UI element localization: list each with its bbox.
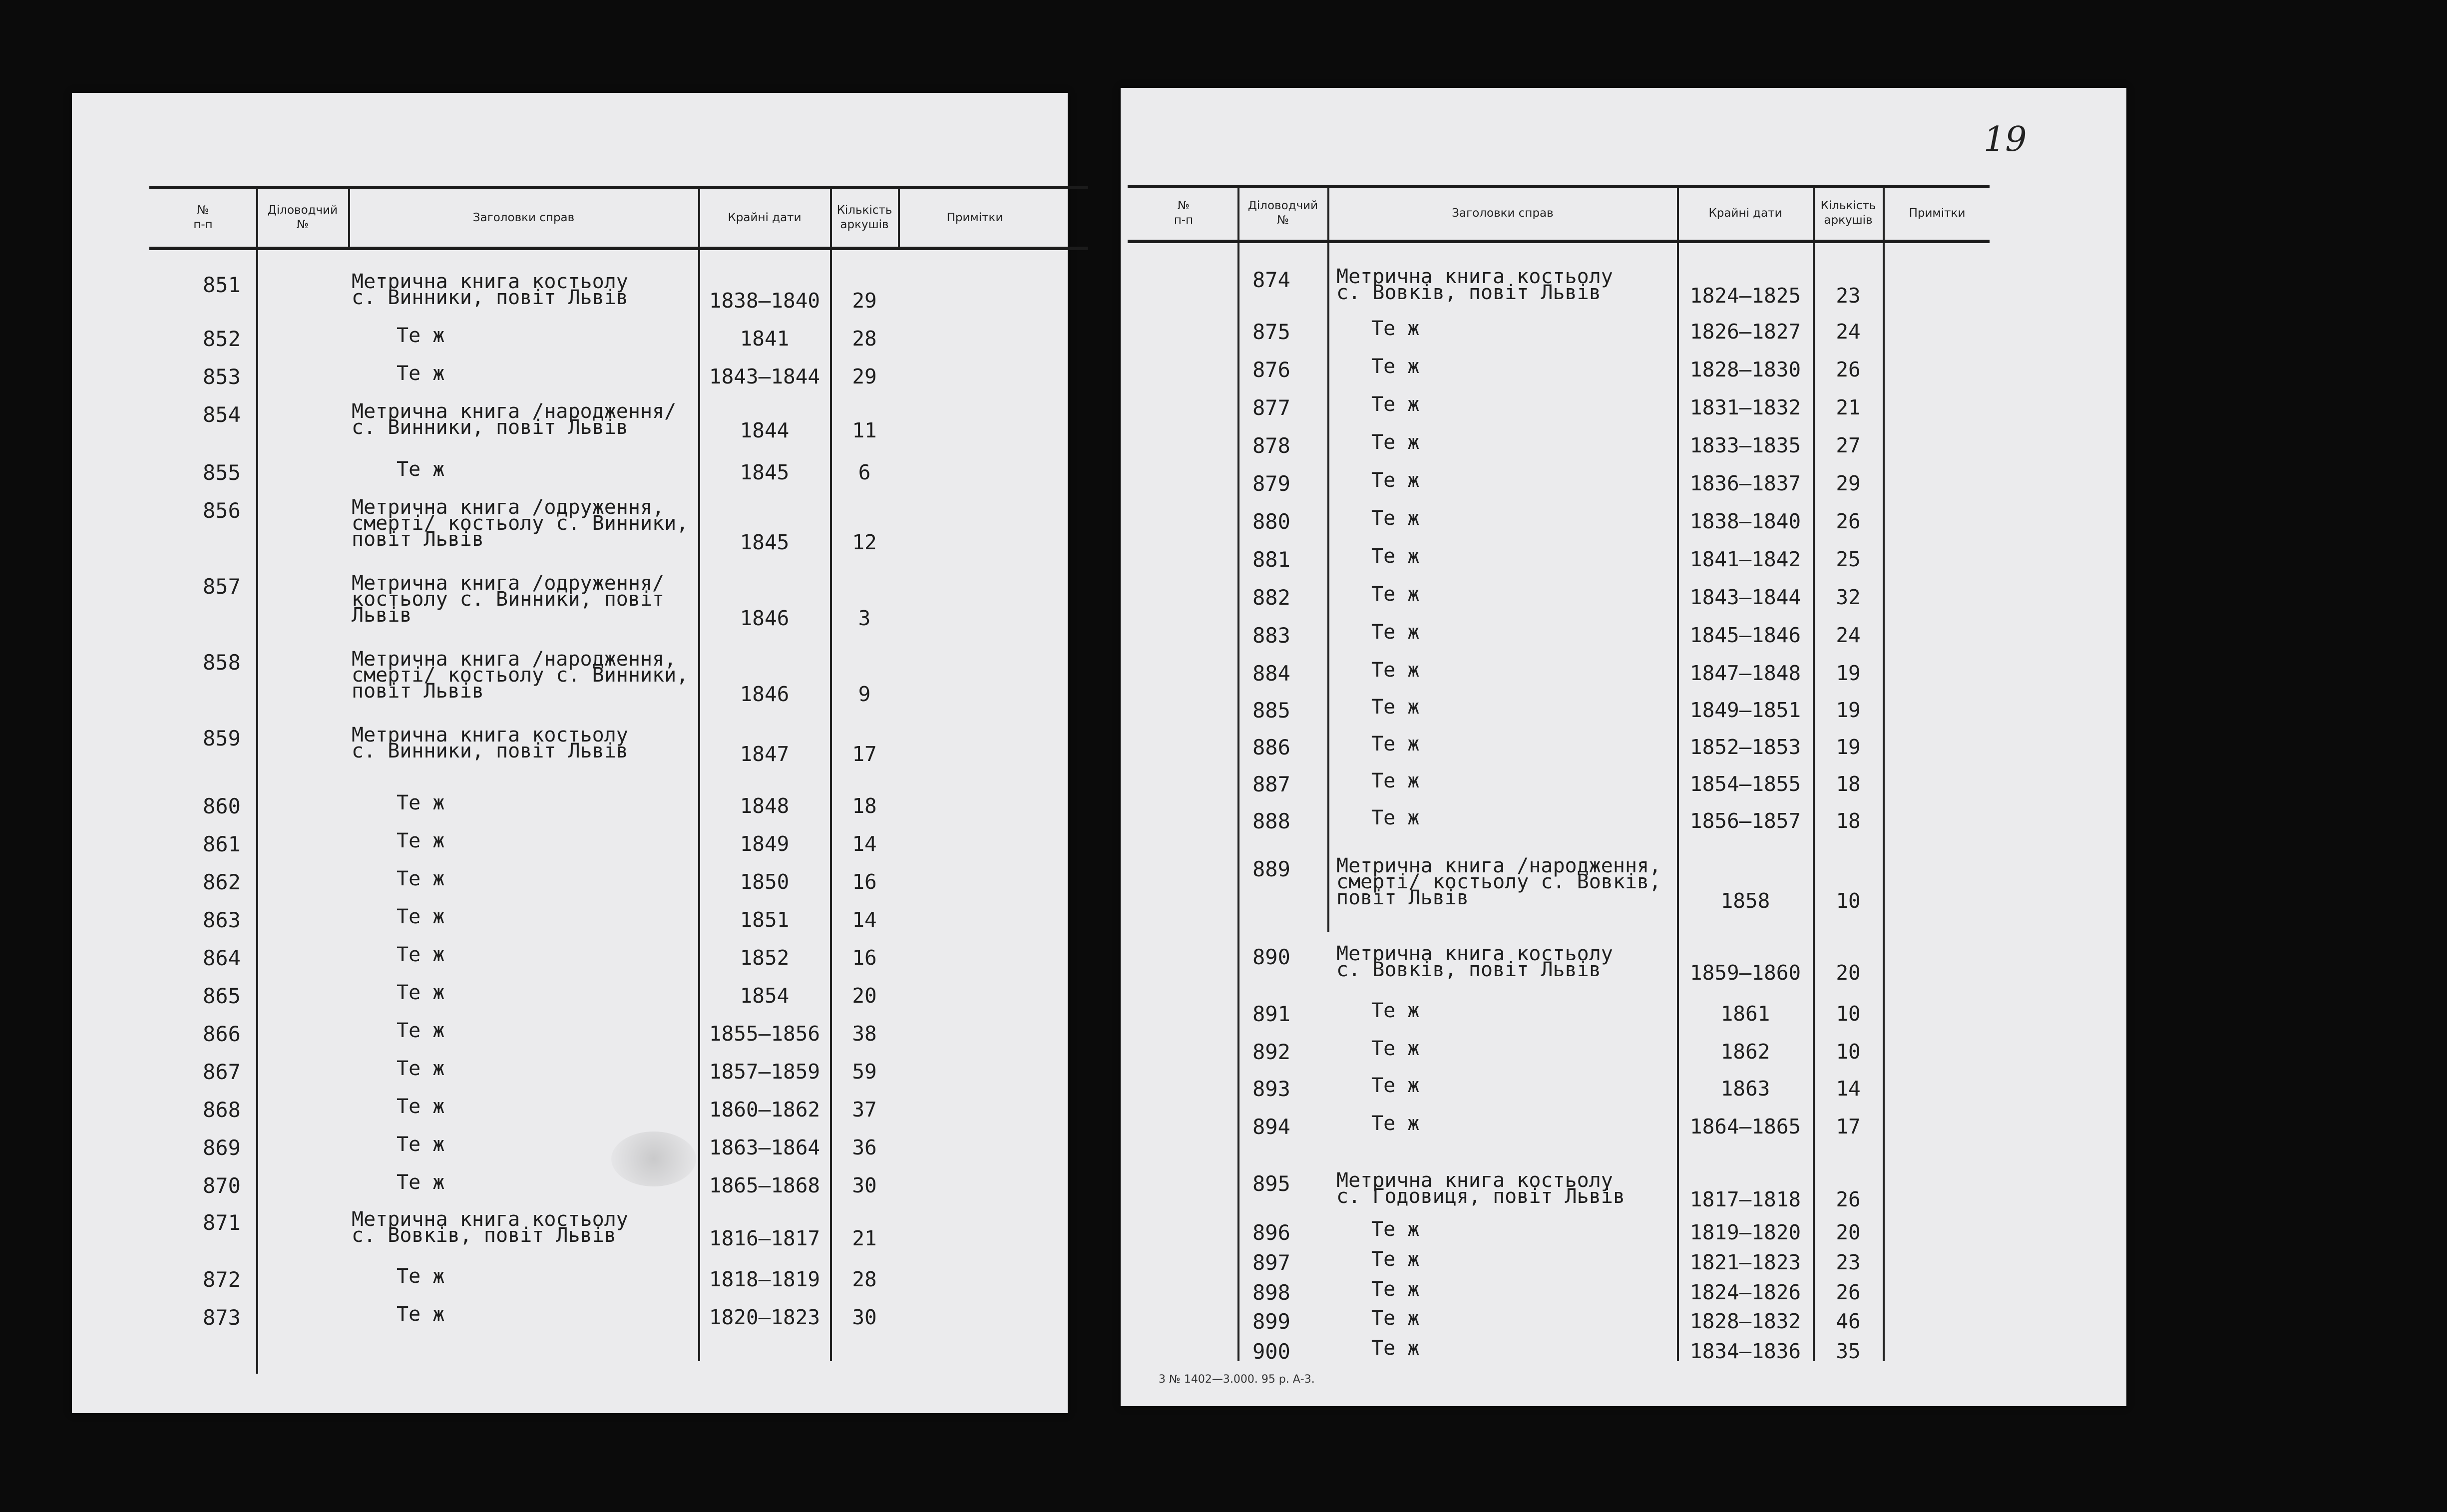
case-title: Те ж: [1371, 393, 1420, 416]
date-range: 1818–1819: [709, 1267, 820, 1291]
date-range: 1856–1857: [1689, 809, 1801, 833]
sheet-count: 17: [1836, 1115, 1861, 1138]
case-title: Те ж: [397, 1095, 445, 1118]
sheet-count: 19: [1836, 735, 1861, 759]
date-range: 1844: [740, 418, 790, 442]
date-range: 1855–1856: [709, 1022, 820, 1046]
row-number: 858: [203, 650, 241, 675]
row-number: 871: [203, 1210, 241, 1235]
row-number: 884: [1252, 661, 1290, 686]
sheet-count: 18: [1836, 772, 1861, 796]
date-range: 1836–1837: [1689, 471, 1801, 495]
row-number: 865: [203, 984, 241, 1008]
sheet-count: 14: [852, 832, 877, 856]
row-number: 855: [203, 460, 241, 485]
date-range: 1859–1860: [1689, 961, 1801, 985]
case-title: Те ж: [397, 905, 445, 928]
sheet-count: 30: [852, 1305, 877, 1329]
case-title: Те ж: [397, 1057, 445, 1080]
row-number: 899: [1252, 1309, 1290, 1334]
sheet-count: 20: [852, 984, 877, 1008]
sheet-count: 26: [1836, 1280, 1861, 1304]
sheet-count: 46: [1836, 1309, 1861, 1333]
sheet-count: 26: [1836, 1187, 1861, 1211]
date-range: 1826–1827: [1689, 320, 1801, 344]
date-range: 1847–1848: [1689, 661, 1801, 685]
sheet-count: 14: [1836, 1077, 1861, 1101]
header-sheets: Кількість аркушів: [1820, 199, 1876, 227]
date-range: 1850: [740, 870, 790, 894]
sheet-count: 20: [1836, 1220, 1861, 1244]
case-title: Те ж: [1371, 1112, 1420, 1135]
case-title: Те ж: [397, 981, 445, 1004]
right-page: [1121, 88, 2126, 1406]
row-number: 854: [203, 402, 241, 427]
sheet-count: 18: [852, 794, 877, 818]
row-number: 857: [203, 574, 241, 599]
sheet-count: 19: [1836, 661, 1861, 685]
date-range: 1863–1864: [709, 1135, 820, 1159]
print-footer: 3 № 1402—3.000. 95 р. А-3.: [1159, 1373, 1315, 1386]
row-number: 883: [1252, 623, 1290, 648]
sheet-count: 23: [1836, 1250, 1861, 1274]
sheet-count: 6: [858, 460, 871, 484]
row-number: 897: [1252, 1250, 1290, 1275]
date-range: 1862: [1720, 1040, 1770, 1064]
row-number: 876: [1252, 358, 1290, 382]
case-title: Те ж: [1371, 355, 1420, 378]
sheet-count: 21: [1836, 395, 1861, 419]
date-range: 1831–1832: [1689, 395, 1801, 419]
case-title: Те ж: [1371, 999, 1420, 1022]
case-title: Те ж: [1371, 659, 1420, 682]
sheet-count: 21: [852, 1226, 877, 1250]
case-title: Те ж: [1371, 1278, 1420, 1301]
case-title: Те ж: [397, 458, 445, 481]
page-number: 19: [1984, 120, 2027, 159]
row-number: 896: [1252, 1220, 1290, 1245]
date-range: 1817–1818: [1689, 1187, 1801, 1211]
case-title: Те ж: [1371, 696, 1420, 719]
date-range: 1865–1868: [709, 1173, 820, 1197]
row-number: 886: [1252, 735, 1290, 759]
header-sheets: Кількість аркушів: [836, 204, 892, 231]
case-title: Те ж: [1371, 621, 1420, 644]
case-title: Те ж: [1371, 1248, 1420, 1271]
sheet-count: 14: [852, 908, 877, 932]
sheet-count: 9: [858, 682, 871, 706]
date-range: 1820–1823: [709, 1305, 820, 1329]
case-title: Те ж: [1371, 1074, 1420, 1097]
row-number: 873: [203, 1305, 241, 1330]
case-title: Те ж: [397, 829, 445, 852]
case-title: Метрична книга костьолу с. Вовків, повіт Львів: [1336, 265, 1613, 304]
row-number: 878: [1252, 433, 1290, 458]
case-title: Метрична книга костьолу с. Вовків, повіт Львів: [352, 1208, 628, 1247]
date-range: 1824–1825: [1689, 284, 1801, 308]
header-notes: Примітки: [1909, 206, 1966, 220]
row-number: 882: [1252, 585, 1290, 610]
case-title: Метрична книга /одруження/ костьолу с. Винники, повіт Львів: [352, 572, 665, 627]
date-range: 1843–1844: [709, 365, 820, 388]
row-number: 874: [1252, 268, 1290, 292]
sheet-count: 3: [858, 606, 871, 630]
sheet-count: 32: [1836, 585, 1861, 609]
case-title: Те ж: [1371, 431, 1420, 454]
date-range: 1845–1846: [1689, 623, 1801, 647]
case-title: Метрична книга /народження/ с. Винники, повіт Львів: [352, 400, 677, 439]
date-range: 1854: [740, 984, 790, 1008]
case-title: Те ж: [397, 1171, 445, 1194]
case-title: Те ж: [1371, 507, 1420, 530]
date-range: 1861: [1720, 1002, 1770, 1026]
row-number: 867: [203, 1060, 241, 1084]
header-bottom-rule: [149, 247, 1088, 250]
row-number: 893: [1252, 1077, 1290, 1101]
case-title: Те ж: [1371, 733, 1420, 756]
sheet-count: 36: [852, 1135, 877, 1159]
date-range: 1838–1840: [1689, 509, 1801, 533]
date-range: 1851: [740, 908, 790, 932]
header-bottom-rule: [1128, 240, 1990, 243]
header-dates: Крайні дати: [728, 211, 802, 224]
column-rule: [1327, 243, 1329, 932]
date-range: 1849–1851: [1689, 698, 1801, 722]
date-range: 1828–1830: [1689, 358, 1801, 381]
date-range: 1849: [740, 832, 790, 856]
header-dates: Крайні дати: [1708, 206, 1782, 220]
case-title: Метрична книга /народження, смерті/ костьолу с. Винники, повіт Львів: [352, 648, 689, 703]
row-number: 892: [1252, 1040, 1290, 1064]
case-title: Те ж: [1371, 545, 1420, 568]
sheet-count: 23: [1836, 284, 1861, 308]
case-title: Те ж: [397, 1303, 445, 1326]
sheet-count: 25: [1836, 547, 1861, 571]
sheet-count: 29: [852, 365, 877, 388]
row-number: 859: [203, 726, 241, 751]
case-title: Те ж: [1371, 806, 1420, 829]
sheet-count: 26: [1836, 358, 1861, 381]
header-case-titles: Заголовки справ: [1452, 206, 1554, 220]
header-number: № п-п: [1174, 199, 1194, 227]
row-number: 900: [1252, 1339, 1290, 1364]
date-range: 1838–1840: [709, 289, 820, 313]
row-number: 866: [203, 1022, 241, 1046]
row-number: 870: [203, 1173, 241, 1198]
date-range: 1816–1817: [709, 1226, 820, 1250]
date-range: 1863: [1720, 1077, 1770, 1101]
date-range: 1846: [740, 606, 790, 630]
row-number: 881: [1252, 547, 1290, 572]
date-range: 1857–1859: [709, 1060, 820, 1084]
date-range: 1852: [740, 946, 790, 970]
sheet-count: 27: [1836, 433, 1861, 457]
date-range: 1843–1844: [1689, 585, 1801, 609]
case-title: Те ж: [397, 324, 445, 347]
case-title: Те ж: [1371, 1337, 1420, 1360]
sheet-count: 35: [1836, 1339, 1861, 1363]
case-title: Те ж: [1371, 317, 1420, 340]
row-number: 872: [203, 1267, 241, 1292]
header-clerk-number: Діловодчий №: [1247, 199, 1318, 227]
sheet-count: 59: [852, 1060, 877, 1084]
case-title: Те ж: [1371, 1218, 1420, 1241]
row-number: 853: [203, 365, 241, 389]
paper-smudge: [611, 1132, 696, 1186]
row-number: 877: [1252, 395, 1290, 420]
case-title: Те ж: [1371, 1307, 1420, 1330]
column-rule: [1237, 243, 1239, 1361]
sheet-count: 30: [852, 1173, 877, 1197]
date-range: 1858: [1720, 889, 1770, 913]
case-title: Те ж: [1371, 583, 1420, 606]
column-rule: [1883, 243, 1885, 1361]
case-title: Те ж: [397, 1133, 445, 1156]
case-title: Те ж: [397, 867, 445, 890]
case-title: Метрична книга костьолу с. Винники, повіт Львів: [352, 724, 628, 762]
row-number: 898: [1252, 1280, 1290, 1305]
sheet-count: 37: [852, 1098, 877, 1122]
sheet-count: 20: [1836, 961, 1861, 985]
sheet-count: 19: [1836, 698, 1861, 722]
header-notes: Примітки: [946, 211, 1003, 224]
case-title: Те ж: [397, 791, 445, 814]
case-title: Те ж: [1371, 469, 1420, 492]
date-range: 1864–1865: [1689, 1115, 1801, 1138]
date-range: 1860–1862: [709, 1098, 820, 1122]
date-range: 1819–1820: [1689, 1220, 1801, 1244]
header-clerk-number: Діловодчий №: [267, 204, 338, 231]
sheet-count: 17: [852, 742, 877, 766]
row-number: 863: [203, 908, 241, 932]
date-range: 1848: [740, 794, 790, 818]
row-number: 861: [203, 832, 241, 856]
date-range: 1854–1855: [1689, 772, 1801, 796]
sheet-count: 11: [852, 418, 877, 442]
date-range: 1833–1835: [1689, 433, 1801, 457]
date-range: 1845: [740, 460, 790, 484]
row-number: 862: [203, 870, 241, 894]
date-range: 1824–1826: [1689, 1280, 1801, 1304]
sheet-count: 18: [1836, 809, 1861, 833]
date-range: 1834–1836: [1689, 1339, 1801, 1363]
date-range: 1852–1853: [1689, 735, 1801, 759]
sheet-count: 24: [1836, 320, 1861, 344]
case-title: Те ж: [397, 1265, 445, 1288]
sheet-count: 26: [1836, 509, 1861, 533]
date-range: 1847: [740, 742, 790, 766]
sheet-count: 16: [852, 870, 877, 894]
date-range: 1821–1823: [1689, 1250, 1801, 1274]
row-number: 887: [1252, 772, 1290, 796]
row-number: 864: [203, 946, 241, 970]
case-title: Метрична книга костьолу с. Вовків, повіт Львів: [1336, 942, 1613, 981]
sheet-count: 16: [852, 946, 877, 970]
row-number: 879: [1252, 471, 1290, 496]
date-range: 1841: [740, 327, 790, 351]
row-number: 885: [1252, 698, 1290, 723]
case-title: Метрична книга костьолу с. Годовиця, повіт Львів: [1336, 1169, 1625, 1208]
row-number: 895: [1252, 1171, 1290, 1196]
sheet-count: 10: [1836, 889, 1861, 913]
column-rule: [256, 250, 258, 1374]
header-number: № п-п: [193, 204, 213, 231]
sheet-count: 24: [1836, 623, 1861, 647]
header-top-rule: [149, 186, 1088, 189]
row-number: 868: [203, 1098, 241, 1122]
case-title: Те ж: [397, 1019, 445, 1042]
row-number: 852: [203, 327, 241, 351]
header-case-titles: Заголовки справ: [472, 211, 575, 224]
date-range: 1841–1842: [1689, 547, 1801, 571]
left-page: [72, 93, 1068, 1413]
sheet-count: 38: [852, 1022, 877, 1046]
row-number: 890: [1252, 945, 1290, 969]
case-title: Метрична книга костьолу с. Винники, повіт Львів: [352, 270, 628, 309]
sheet-count: 12: [852, 530, 877, 554]
case-title: Метрична книга /одруження, смерті/ костьолу с. Винники, повіт Львів: [352, 496, 689, 551]
case-title: Метрична книга /народження, смерті/ костьолу с. Вовків, повіт Львів: [1336, 854, 1661, 909]
row-number: 889: [1252, 857, 1290, 881]
sheet-count: 29: [852, 289, 877, 313]
date-range: 1846: [740, 682, 790, 706]
row-number: 860: [203, 794, 241, 818]
case-title: Те ж: [1371, 769, 1420, 792]
row-number: 888: [1252, 809, 1290, 833]
date-range: 1845: [740, 530, 790, 554]
sheet-count: 10: [1836, 1002, 1861, 1026]
date-range: 1828–1832: [1689, 1309, 1801, 1333]
row-number: 891: [1252, 1002, 1290, 1026]
row-number: 851: [203, 273, 241, 297]
sheet-count: 10: [1836, 1040, 1861, 1064]
case-title: Те ж: [397, 362, 445, 385]
row-number: 856: [203, 498, 241, 523]
row-number: 880: [1252, 509, 1290, 534]
row-number: 875: [1252, 320, 1290, 344]
sheet-count: 29: [1836, 471, 1861, 495]
row-number: 894: [1252, 1115, 1290, 1139]
sheet-count: 28: [852, 327, 877, 351]
case-title: Те ж: [397, 943, 445, 966]
sheet-count: 28: [852, 1267, 877, 1291]
row-number: 869: [203, 1135, 241, 1160]
case-title: Те ж: [1371, 1037, 1420, 1060]
